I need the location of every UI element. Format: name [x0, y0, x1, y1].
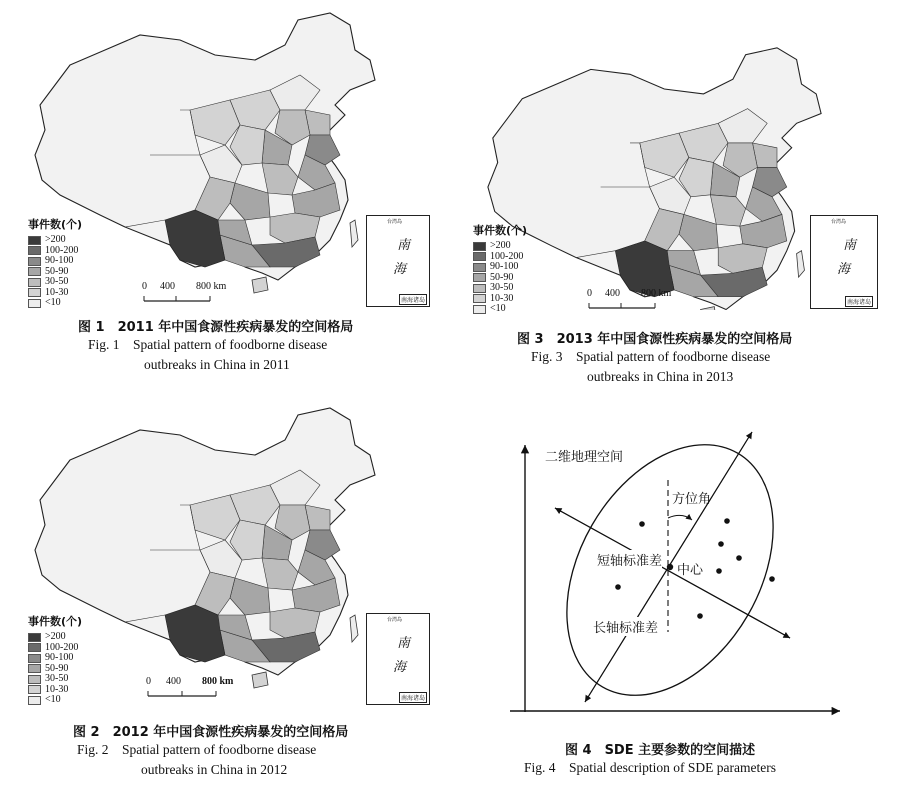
scale-mid: 400: [160, 281, 175, 292]
caption-en-line2: outbreaks in China in 2011: [144, 357, 290, 372]
legend: [28, 216, 82, 309]
legend-label: 10-30: [45, 683, 69, 695]
legend-swatch: [28, 257, 41, 266]
figure-1-map: [0, 0, 440, 310]
caption-en-line1: Fig. 2 Spatial pattern of foodborne disease: [77, 742, 317, 757]
legend-label: 50-90: [45, 662, 69, 674]
legend-swatch: [28, 696, 41, 705]
data-point: [697, 613, 703, 619]
legend-title: 事件数(个): [28, 218, 83, 231]
legend-label: 90-100: [490, 261, 519, 273]
legend-swatch: [28, 643, 41, 652]
caption-en-line1: Fig. 4 Spatial description of SDE parameters: [524, 760, 776, 775]
legend-swatch: [473, 252, 486, 261]
data-point: [639, 521, 645, 527]
inset-sea-char-1: 南: [397, 636, 411, 651]
legend-label: 30-50: [45, 276, 69, 288]
figure-2-caption: [73, 721, 413, 780]
legend: [28, 613, 82, 706]
legend-swatch: [28, 267, 41, 276]
legend-label: <10: [490, 303, 506, 315]
legend-label: 50-90: [45, 265, 69, 277]
data-point: [718, 541, 724, 547]
space-label: 二维地理空间: [545, 450, 624, 465]
legend-swatch: [28, 654, 41, 663]
data-point: [769, 576, 775, 582]
center-label: 中心: [677, 563, 704, 578]
legend-label: 10-30: [45, 286, 69, 298]
legend-label: 90-100: [45, 652, 74, 664]
legend-swatch: [473, 284, 486, 293]
legend: [473, 222, 527, 315]
figure-4-caption: [520, 739, 860, 778]
caption-cn: 图 1 2011 年中国食源性疾病暴发的空间格局: [78, 320, 354, 335]
data-point: [736, 555, 742, 561]
scale-zero: 0: [142, 281, 147, 292]
south-china-sea-inset: [366, 215, 430, 307]
caption-en-line1: Fig. 1 Spatial pattern of foodborne disease: [88, 337, 328, 352]
scale-end: 800 km: [202, 676, 234, 687]
legend-label: 90-100: [45, 255, 74, 267]
inset-label: 南海诸岛: [399, 692, 427, 703]
center-point: [667, 564, 673, 570]
scale-end: 800 km: [196, 281, 227, 292]
legend-label: <10: [45, 694, 61, 706]
legend-label: 100-200: [490, 250, 524, 262]
south-china-sea-inset: [366, 613, 430, 705]
azimuth-arc: [668, 515, 692, 520]
legend-swatch: [473, 294, 486, 303]
legend-swatch: [473, 305, 486, 314]
caption-en-line2: outbreaks in China in 2012: [141, 762, 288, 777]
scale-mid: 400: [605, 288, 620, 299]
figure-4-sde-diagram: [500, 420, 860, 720]
legend-swatch: [28, 633, 41, 642]
inset-label: 南海诸岛: [845, 296, 873, 307]
inset-sea-char-2: 海: [837, 262, 851, 277]
legend-swatch: [473, 263, 486, 272]
figure-3-map: [455, 0, 900, 315]
inset-sea-char-2: 海: [393, 262, 407, 277]
data-point: [615, 584, 621, 590]
figure-3-caption: [517, 328, 877, 387]
legend-label: 30-50: [490, 282, 514, 294]
azimuth-label: 方位角: [672, 492, 712, 507]
caption-cn: 图 3 2013 年中国食源性疾病暴发的空间格局: [517, 332, 793, 347]
data-point: [724, 518, 730, 524]
scale-zero: 0: [146, 676, 151, 687]
legend-label: <10: [45, 297, 61, 309]
inset-top-label: 台湾岛: [387, 219, 403, 225]
scale-zero: 0: [587, 288, 592, 299]
inset-sea-char-1: 南: [397, 238, 411, 253]
legend-label: 100-200: [45, 244, 79, 256]
legend-label: 50-90: [490, 271, 514, 283]
legend-swatch: [28, 685, 41, 694]
legend-swatch: [28, 675, 41, 684]
figure-2-map: [0, 395, 440, 705]
legend-label: >200: [45, 631, 66, 643]
inset-sea-char-1: 南: [843, 238, 857, 253]
legend-swatch: [28, 236, 41, 245]
legend-swatch: [28, 246, 41, 255]
legend-swatch: [28, 288, 41, 297]
caption-en-line1: Fig. 3 Spatial pattern of foodborne disease: [531, 349, 771, 364]
short-axis-label: 短轴标准差: [597, 550, 662, 569]
inset-top-label: 台湾岛: [831, 219, 847, 225]
legend-label: 10-30: [490, 292, 514, 304]
south-china-sea-inset: [810, 215, 878, 309]
legend-label: 100-200: [45, 641, 79, 653]
scale-mid: 400: [166, 676, 181, 687]
caption-cn: 图 4 SDE 主要参数的空间描述: [565, 743, 756, 758]
legend-title: 事件数(个): [473, 224, 528, 237]
legend-label: >200: [490, 240, 511, 252]
legend-label: >200: [45, 234, 66, 246]
legend-swatch: [28, 664, 41, 673]
legend-swatch: [473, 242, 486, 251]
scale-end: 800 km: [641, 288, 672, 299]
inset-top-label: 台湾岛: [387, 617, 403, 623]
inset-sea-char-2: 海: [393, 660, 407, 675]
figure-1-caption: [78, 316, 418, 375]
caption-en-line2: outbreaks in China in 2013: [587, 369, 734, 384]
legend-title: 事件数(个): [28, 615, 83, 628]
legend-swatch: [28, 299, 41, 308]
data-point: [716, 568, 722, 574]
long-axis-label: 长轴标准差: [593, 617, 658, 636]
inset-label: 南海诸岛: [399, 294, 427, 305]
caption-cn: 图 2 2012 年中国食源性疾病暴发的空间格局: [73, 725, 349, 740]
legend-label: 30-50: [45, 673, 69, 685]
legend-swatch: [28, 278, 41, 287]
legend-swatch: [473, 273, 486, 282]
